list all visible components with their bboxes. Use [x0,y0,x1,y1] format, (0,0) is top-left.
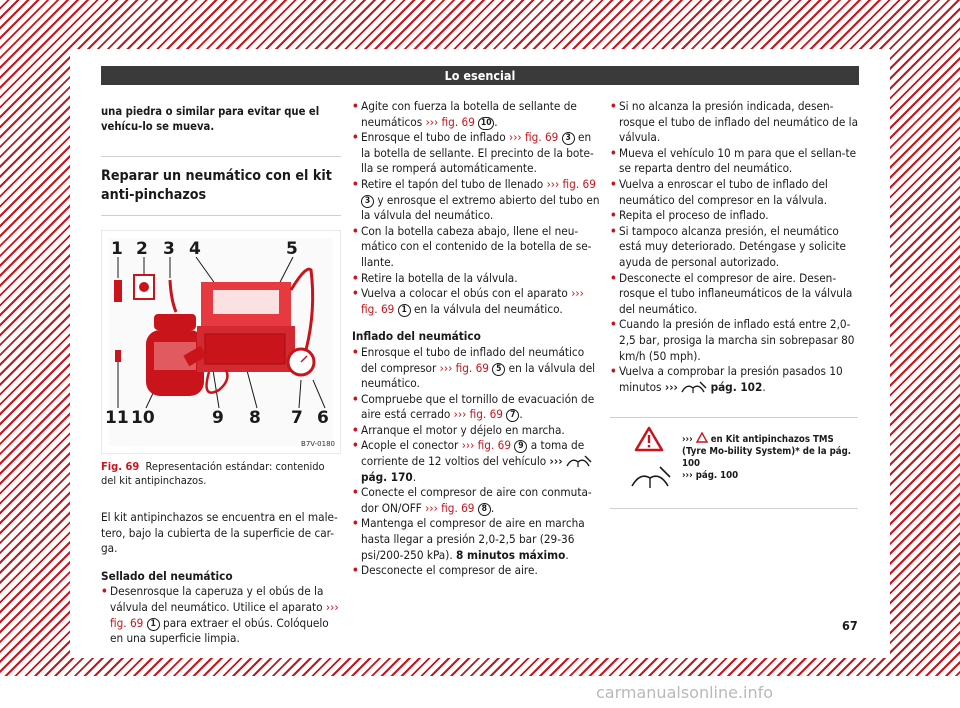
figure-label: 7 [291,408,303,428]
figure-label: 3 [163,239,175,259]
top-note: una piedra o similar para evitar que el vehícu-lo se mueva. [101,105,320,133]
figure-code: B7V-0180 [301,440,335,448]
xref-arrow: ››› [453,407,467,422]
bullet-item: • Enrosque el tubo de inflado ››› fig. 69 3 en la botella de sellante. El precinto de la bote-lla se romperá automáticamente. [352,130,602,177]
page-number: 67 [842,618,858,633]
caption-text: Representación estándar: contenido del kit antipinchazos. [101,460,325,487]
xref-arrow: ››› [461,438,475,453]
figure-link[interactable]: fig. 69 [455,360,489,375]
callout-number: 10 [478,117,494,130]
book-icon [566,454,592,468]
figure-label: 1 [111,239,123,259]
xref-arrow: ››› [439,360,453,375]
bullet-item: • Con la botella cabeza abajo, llene el neu-mático con el contenido de la botella de se-llante. [352,224,602,271]
intro-text: El kit antipinchazos se encuentra en el male-tero, bajo la cubierta de la superficie de car-ga. [101,510,338,556]
bullet-item: • Desconecte el compresor de aire. Desen-rosque el tubo inflaneumáticos de la válvula del neumático. [610,271,860,318]
callout-number: 7 [506,409,519,422]
page-link[interactable]: pág. 170 [361,469,413,484]
figure-caption [101,460,341,488]
xref-arrow: ››› [325,599,339,614]
callout-number: 1 [147,618,160,631]
xref-arrow: ››› [664,379,678,394]
column-3 [610,99,860,509]
bullet-item: • Mantenga el compresor de aire en marcha hasta llegar a presión 2,0-2,5 bar (29-36 psi/200-250 kPa). 8 minutos máximo. [352,516,602,563]
figure-label: 4 [189,239,201,259]
section-divider [101,215,341,216]
page-header: Lo esencial [101,66,859,85]
bullet-item: • Enrosque el tubo de inflado del neumático del compresor ››› fig. 69 5 en la válvula del neumático. [352,345,602,392]
figure-link[interactable]: fig. 69 [562,176,596,191]
page-link[interactable]: pág. 102 [710,379,763,394]
bullet-item: • Si no alcanza la presión indicada, desen-rosque el tubo de inflado del neumático de la válvula. [610,99,860,146]
figure-link[interactable]: fig. 69 [524,130,559,145]
callout-number: 5 [492,363,505,376]
figure-link[interactable]: fig. 69 [469,407,503,422]
subheading-sellado: Sellado del neumático [101,568,233,583]
callout-number: 8 [478,503,491,516]
bullet-item: • Vuelva a colocar el obús con el aparato ››› fig. 69 1 en la válvula del neumático. [352,286,602,317]
xref-arrow: ››› [571,286,584,301]
figure-label: 9 [212,408,224,428]
figure-label: 6 [317,408,329,428]
book-icon [681,380,707,394]
watermark: carmanualsonline.info [596,683,774,702]
bullet-item: • Si tampoco alcanza presión, el neumático está muy deteriorado. Deténgase y solicite ayuda de personal autorizado. [610,224,860,271]
callout-number: 9 [514,440,527,453]
figure-label: 5 [286,239,298,259]
figure-link[interactable]: fig. 69 [361,301,395,316]
kit-illustration [101,230,341,454]
figure-link[interactable]: fig. 69 [477,438,512,453]
bullet-item: • Repita el proceso de inflado. [610,208,860,224]
xref-arrow: ››› [549,454,563,469]
warning-triangle-icon [634,426,664,452]
bullet-item: • Compruebe que el tornillo de evacuación de aire está cerrado ››› fig. 69 7 . [352,392,602,423]
xref-arrow: ››› [509,130,522,145]
figure-label: 8 [249,408,261,428]
figure-label: 11 [105,408,129,428]
figure-link[interactable]: fig. 69 [110,615,144,630]
figure-label: 10 [131,408,155,428]
section-divider [101,156,341,157]
callout-number: 1 [398,304,411,317]
column-2 [352,99,602,579]
section-title: Reparar un neumático con el kit anti-pinchazos [101,168,332,203]
bullet-item: • Mueva el vehículo 10 m para que el sellan-te se reparta dentro del neumático. [610,146,860,177]
bullet-item: • Vuelva a comprobar la presión pasados 10 minutos ››› pág. 102. [610,364,860,395]
figure-69 [101,230,341,454]
bullet-item: • Acople el conector ››› fig. 69 9 a toma de corriente de 12 voltios del vehículo ››› pág. 170. [352,438,602,485]
bullet-item: • Retire el tapón del tubo de llenado ››› fig. 69 3 y enrosque el extremo abierto del tubo en la válvula del neumático. [352,177,602,224]
figure-link[interactable]: fig. 69 [441,500,475,515]
warning-box [610,417,858,509]
bullet-item: • Retire la botella de la válvula. [352,271,602,287]
bullet-item: • Agite con fuerza la botella de sellante de neumáticos ››› fig. 69 10 . [352,99,602,130]
bullet-item: • Arranque el motor y déjelo en marcha. [352,423,602,439]
xref-arrow: ››› [546,176,560,191]
figure-label: 2 [136,239,148,259]
column-1 [101,104,341,647]
book-icon [630,464,672,490]
subheading-inflado: Inflado del neumático [352,329,481,344]
figure-link[interactable]: fig. 69 [441,114,475,129]
small-warning-icon [696,432,708,443]
callout-number: 3 [361,195,374,208]
caption-ref: Fig. 69 [101,460,140,473]
bullet-item: • Desenrosque la caperuza y el obús de la válvula del neumático. Utilice el aparato ››› fig. 69 1 para extraer el obús. Colóquelo en una superficie limpia. [101,584,341,646]
warning-ref[interactable]: ››› en Kit antipinchazos TMS (Tyre Mo-bility System)* de la pág. 100 [682,434,852,470]
note-ref[interactable]: ››› pág. 100 [682,470,739,482]
xref-arrow: ››› [425,114,439,129]
bullet-item: • Conecte el compresor de aire con conmuta-dor ON/OFF ››› fig. 69 8 . [352,485,602,516]
bullet-item: • Desconecte el compresor de aire. [352,563,602,579]
bullet-item: • Cuando la presión de inflado está entre 2,0-2,5 bar, prosiga la marcha sin sobrepasar 80 km/h (50 mph). [610,317,860,364]
bullet-item: • Vuelva a enroscar el tubo de inflado del neumático del compresor en la válvula. [610,177,860,208]
callout-number: 3 [562,132,575,145]
xref-arrow: ››› [425,500,438,515]
